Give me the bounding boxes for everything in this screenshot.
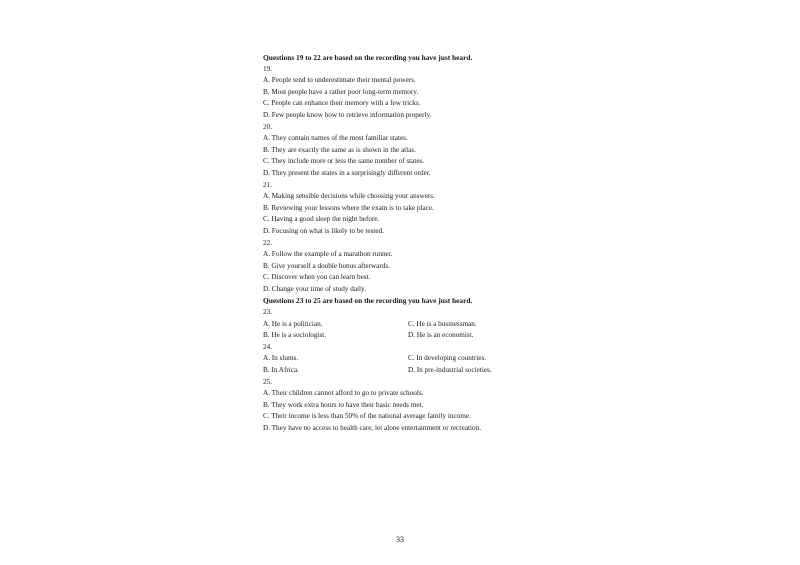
q25-option-c: C. Their income is less than 50% of the national average family income. — [263, 412, 471, 421]
q21-option-a: A. Making sensible decisions while choosing your answers. — [263, 192, 435, 201]
q22-option-b: B. Give yourself a double bonus afterwards. — [263, 261, 390, 270]
q23-row-1 — [263, 319, 563, 331]
q19-option-c: C. People can enhance their memory with a few tricks. — [263, 99, 421, 108]
q19-option-d: D. Few people know how to retrieve information properly. — [263, 110, 432, 119]
question-number-23: 23. — [263, 308, 272, 317]
q24-option-d: D. In pre-industrial societies. — [408, 366, 492, 375]
q22-option-a: A. Follow the example of a marathon runner. — [263, 250, 393, 259]
q22-option-d: D. Change your time of study daily. — [263, 284, 366, 293]
question-number-22: 22. — [263, 238, 272, 247]
q23-row-2 — [263, 330, 563, 342]
question-content — [263, 52, 563, 435]
q20-option-c: C. They include more or less the same number of states. — [263, 157, 425, 166]
q19-option-a: A. People tend to underestimate their mental powers. — [263, 76, 416, 85]
q20-option-b: B. They are exactly the same as is shown in the atlas. — [263, 145, 416, 154]
q24-option-b: B. In Africa. — [263, 366, 299, 375]
q24-row-2 — [263, 365, 563, 377]
section-heading-23-25: Questions 23 to 25 are based on the recording you have just heard. — [263, 296, 473, 306]
q20-option-d: D. They present the states in a surprisingly different order. — [263, 168, 431, 177]
q20-option-a: A. They contain names of the most familiar states. — [263, 134, 408, 143]
q25-option-b: B. They work extra hours to have their basic needs met. — [263, 400, 424, 409]
q19-option-b: B. Most people have a rather poor long-term memory. — [263, 87, 419, 96]
q23-option-c: C. He is a businessman. — [408, 319, 477, 328]
q23-option-a: A. He is a politician. — [263, 319, 323, 328]
question-number-20: 20. — [263, 122, 272, 131]
q23-option-d: D. He is an economist. — [408, 331, 474, 340]
question-number-19: 19. — [263, 64, 272, 73]
q25-option-d: D. They have no access to health care, let alone entertainment or recreation. — [263, 424, 481, 432]
question-number-24: 24. — [263, 342, 272, 351]
section-heading-19-22: Questions 19 to 22 are based on the recording you have just heard. — [263, 53, 473, 62]
q21-option-c: C. Having a good sleep the night before. — [263, 215, 380, 224]
page-number: 33 — [396, 535, 404, 544]
q24-option-a: A. In slums. — [263, 354, 299, 363]
q24-option-c: C. In developing countries. — [408, 354, 487, 363]
q21-option-b: B. Reviewing your lessons where the exam is to take place. — [263, 203, 434, 212]
question-number-25: 25. — [263, 377, 272, 386]
q23-option-b: B. He is a sociologist. — [263, 331, 327, 340]
q21-option-d: D. Focusing on what is likely to be tested. — [263, 226, 384, 235]
question-number-21: 21. — [263, 180, 272, 189]
q25-option-a: A. Their children cannot afford to go to private schools. — [263, 389, 424, 398]
q22-option-c: C. Discover when you can learn best. — [263, 273, 371, 282]
q24-row-1 — [263, 353, 563, 365]
